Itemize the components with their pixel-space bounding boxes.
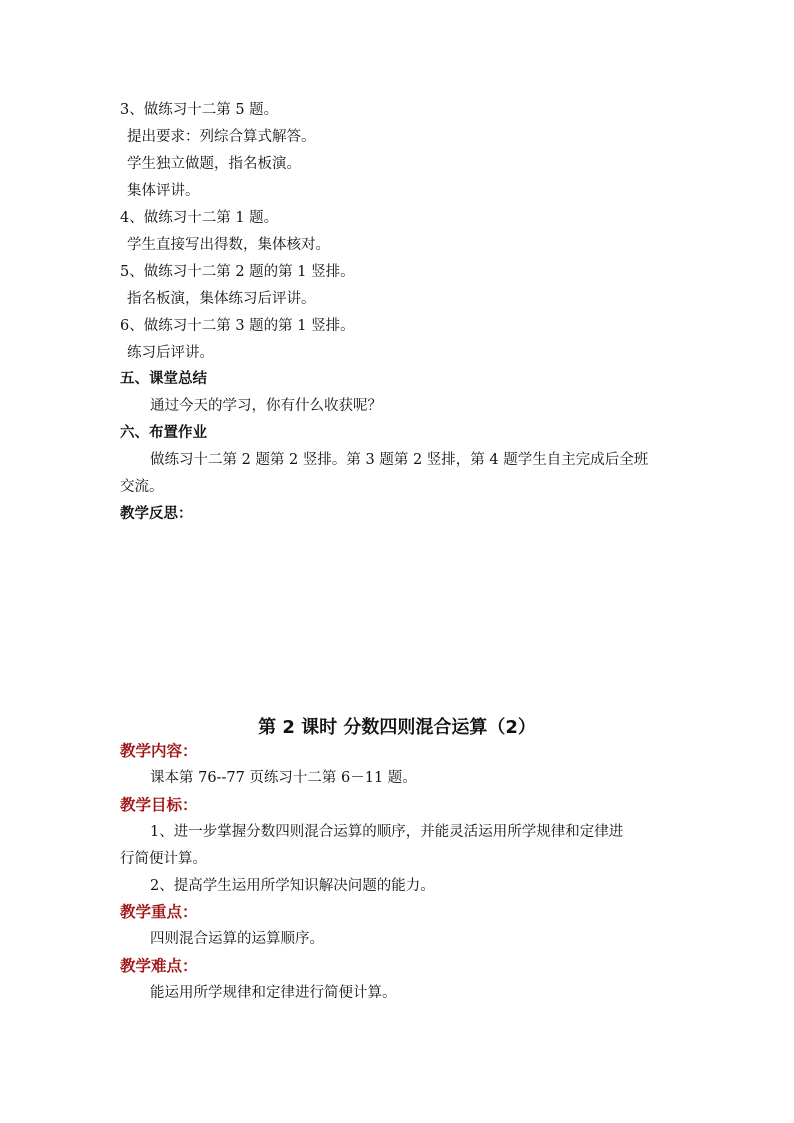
step-6-work: 练习后评讲。	[127, 345, 214, 361]
step-6: 6、做练习十二第 3 题的第 1 竖排。	[120, 318, 355, 334]
content-text: 课本第 76--77 页练习十二第 6－11 题。	[150, 770, 417, 786]
step-4-work: 学生直接写出得数，集体核对。	[127, 237, 330, 253]
step-5-work: 指名板演，集体练习后评讲。	[127, 291, 316, 307]
summary-text: 通过今天的学习，你有什么收获呢？	[150, 398, 382, 414]
step-3-evaluation: 集体评讲。	[127, 183, 200, 199]
content-heading: 教学内容：	[120, 742, 198, 760]
key-point-text: 四则混合运算的运算顺序。	[150, 931, 324, 947]
goals-heading: 教学目标：	[120, 796, 198, 814]
homework-text-line1: 做练习十二第 2 题第 2 竖排。第 3 题第 2 竖排，第 4 题学生自主完成后全班	[150, 452, 649, 468]
lesson-title: 第 2 课时 分数四则混合运算（2）	[258, 717, 536, 738]
step-3-requirement: 提出要求：列综合算式解答。	[127, 129, 316, 145]
key-point-heading: 教学重点：	[120, 903, 198, 921]
difficulty-heading: 教学难点：	[120, 957, 198, 975]
step-3: 3、做练习十二第 5 题。	[120, 102, 279, 118]
summary-heading: 五、课堂总结	[120, 371, 207, 387]
homework-text-line2: 交流。	[120, 479, 164, 495]
step-4: 4、做练习十二第 1 题。	[120, 210, 279, 226]
goal-1-line1: 1、进一步掌握分数四则混合运算的顺序，并能灵活运用所学规律和定律进	[150, 824, 624, 840]
step-3-work: 学生独立做题，指名板演。	[127, 156, 301, 172]
reflection-heading: 教学反思：	[120, 506, 193, 522]
step-5: 5、做练习十二第 2 题的第 1 竖排。	[120, 264, 355, 280]
goal-1-line2: 行简便计算。	[120, 851, 207, 867]
goal-2: 2、提高学生运用所学知识解决问题的能力。	[150, 878, 435, 894]
homework-heading: 六、布置作业	[120, 425, 207, 441]
difficulty-text: 能运用所学规律和定律进行简便计算。	[150, 985, 397, 1001]
